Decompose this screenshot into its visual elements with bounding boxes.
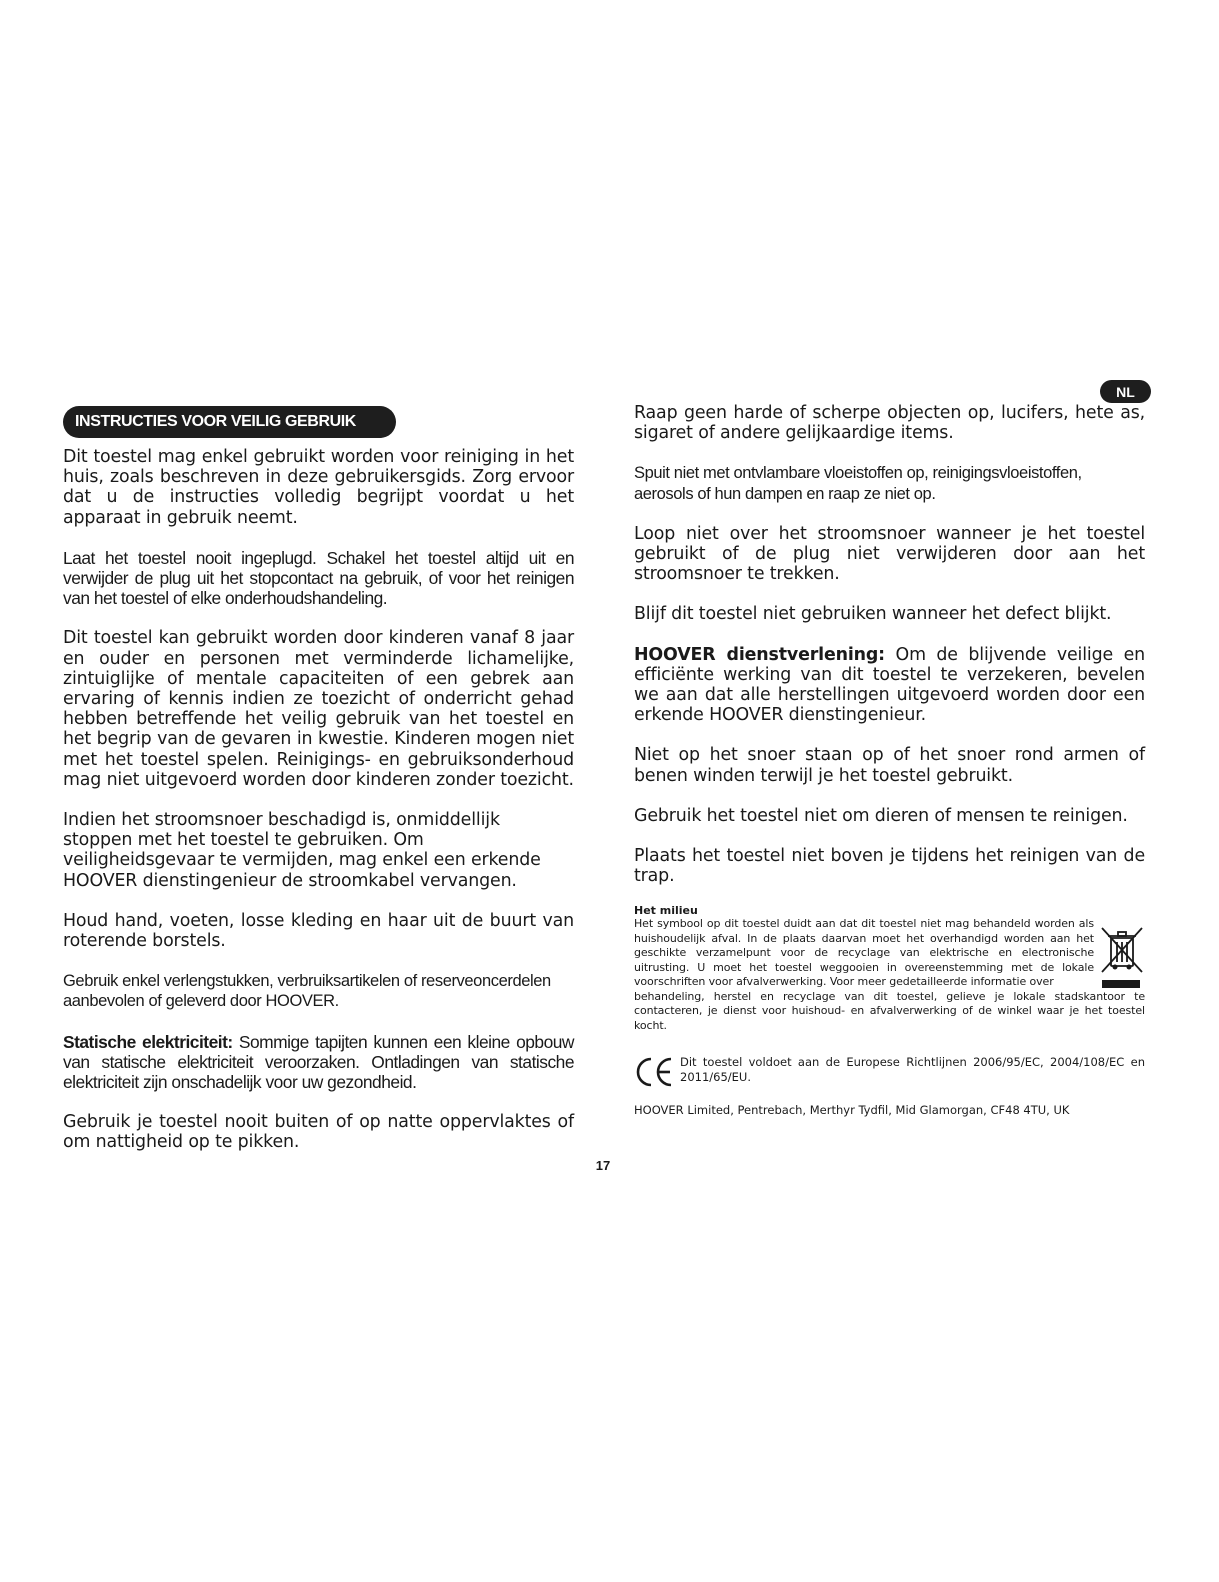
section-heading: INSTRUCTIES VOOR VEILIG GEBRUIK	[63, 406, 396, 438]
paragraph-hard-objects: Raap geen harde of scherpe objecten op, lucifers, hete as, sigaret of andere gelijkaardige items.	[634, 403, 1145, 444]
manufacturer-address: HOOVER Limited, Pentrebach, Merthyr Tydfil, Mid Glamorgan, CF48 4TU, UK	[634, 1103, 1070, 1118]
paragraph-accessories: Gebruik enkel verlengstukken, verbruiksartikelen of reserveoncerdelen aanbevolen of geleverd door HOOVER.	[63, 972, 551, 1011]
hoover-service-label: HOOVER dienstverlening:	[634, 644, 885, 665]
paragraph-cord-walking: Loop niet over het stroomsnoer wanneer je het toestel gebruikt of de plug niet verwijderen door aan het stroomsnoer te trekken.	[634, 523, 1145, 585]
ce-mark-icon	[634, 1055, 674, 1089]
paragraph-stairs: Plaats het toestel niet boven je tijdens het reinigen van de trap.	[634, 846, 1145, 887]
ce-compliance-text: Dit toestel voldoet aan de Europese Richtlijnen 2006/95/EC, 2004/108/EC en 2011/65/EU.	[680, 1055, 1145, 1084]
hoover-service-text: Om de blijvende veilige en efficiënte werking van dit toestel te verzekeren, bevelen we aan dat alle herstellingen uitgevoerd worden door een erkende HOOVER dienstingenieur.	[634, 644, 1145, 726]
environment-text-part-b: behandeling, herstel en recyclage van dit toestel, gelieve je lokale stadskantoor te contacteren, je dienst voor huishoud- en afvalverwerking of de winkel waar je het toestel kocht.	[634, 989, 1145, 1032]
weee-bin-icon	[1098, 924, 1146, 994]
left-column	[63, 447, 574, 1173]
paragraph-intended-use: Dit toestel mag enkel gebruikt worden voor reiniging in het huis, zoals beschreven in deze gebruikersgids. Zorg ervoor dat u de instructies volledig begrijpt voordat u het apparaat in gebruik neemt.	[63, 447, 574, 528]
paragraph-children: Dit toestel kan gebruikt worden door kinderen vanaf 8 jaar en ouder en personen met verminderde lichamelijke, zintuiglijke of mentale capaciteiten of een gebrek aan ervaring of kennis indien ze toezicht of onderricht gehad hebben betreffende het veilig gebruik van het toestel en het begrip van de gevaren in kwestie. Kinderen mogen niet met het toestel spelen. Reinigings- en gebruiksonderhoud mag niet uitgevoerd worden door kinderen zonder toezicht.	[63, 628, 574, 790]
right-column	[634, 403, 1145, 1117]
paragraph-animals-people: Gebruik het toestel niet om dieren of mensen te reinigen.	[634, 805, 1128, 826]
paragraph-flammable-liquids: Spuit niet met ontvlambare vloeistoffen op, reinigingsvloeistoffen, aerosols of hun dampen en raap ze niet op.	[634, 464, 1082, 503]
paragraph-rotating-brushes: Houd hand, voeten, losse kleding en haar uit de buurt van roterende borstels.	[63, 910, 574, 952]
environment-text	[634, 917, 1145, 1033]
paragraph-defect: Blijf dit toestel niet gebruiken wanneer het defect blijkt.	[634, 604, 1112, 625]
paragraph-outdoor-wet: Gebruik je toestel nooit buiten of op natte oppervlaktes of om nattigheid op te pikken.	[63, 1112, 574, 1153]
static-electricity-label: Statische elektriciteit:	[63, 1031, 233, 1052]
ce-compliance	[634, 1055, 1145, 1089]
paragraph-hoover-service	[634, 645, 1145, 726]
paragraph-unplug: Laat het toestel nooit ingeplugd. Schakel het toestel altijd uit en verwijder de plug uit het stopcontact na gebruik, of voor het reinigen van het toestel of elke onderhoudshandeling.	[63, 547, 574, 609]
language-badge: NL	[1100, 380, 1151, 403]
static-electricity-text: Sommige tapijten kunnen een kleine opbouw van statische elektriciteit veroorzaken. Ontladingen van statische elektriciteit zijn onschadelijk voor uw gezondheid.	[63, 1031, 574, 1093]
paragraph-static-electricity	[63, 1032, 574, 1093]
environment-text-part-a: Het symbool op dit toestel duidt aan dat dit toestel niet mag behandeld worden als huishoudelijk afval. In de plaats daarvan moet het overhandigd worden aan het geschikte verzamelpunt voor de recyclage van elektrische en electronische uitrusting. U moet het toestel weggooien in overeenstemming met de lokale voorschriften voor afvalverwerking. Voor meer gedetailleerde informatie over	[634, 917, 1094, 989]
paragraph-power-cord: Indien het stroomsnoer beschadigd is, onmiddellijk stoppen met het toestel te gebruiken. Om veiligheidsgevaar te vermijden, mag enkel een erkende HOOVER dienstingenieur de stroomkabel vervangen.	[63, 810, 541, 891]
environment-section	[634, 904, 1145, 1033]
page-number: 17	[595, 1158, 611, 1173]
environment-title: Het milieu	[634, 904, 698, 918]
paragraph-cord-limbs: Niet op het snoer staan op of het snoer rond armen of benen winden terwijl je het toestel gebruikt.	[634, 745, 1145, 786]
